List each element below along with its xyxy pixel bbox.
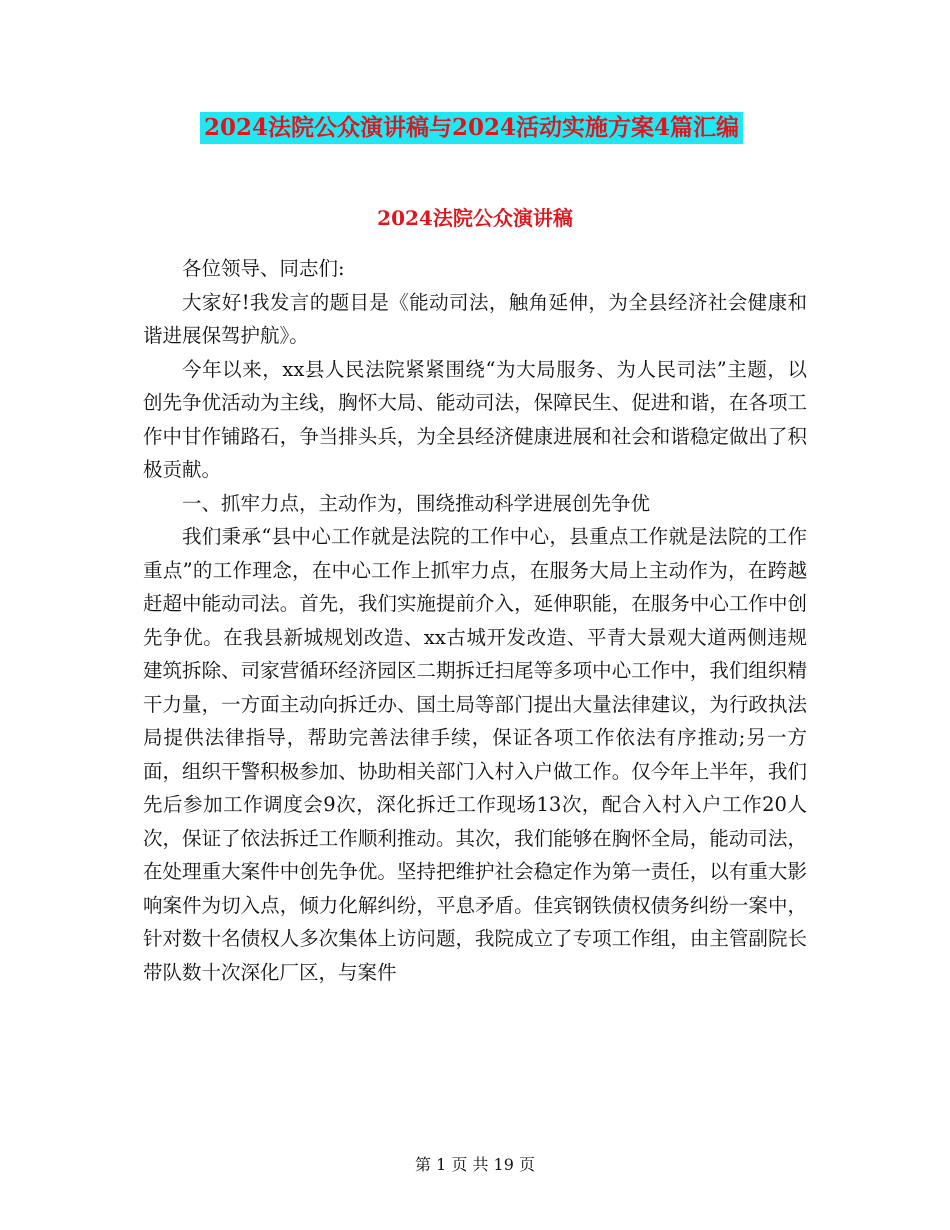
document-title: 2024法院公众演讲稿与2024活动实施方案4篇汇编	[200, 112, 743, 144]
section-title: 2024法院公众演讲稿	[377, 206, 573, 230]
paragraph-greeting: 各位领导、同志们:	[182, 257, 345, 280]
paragraph-overview: 今年以来，xx县人民法院紧紧围绕“为大局服务、为人民司法”主题，以创先争优活动为主线，胸怀大局、能动司法，保障民生、促进和谐，在各项工作中甘作铺路石，争当排头兵，为全县经济健康进展和社会和谐稳定做出了积极贡献。	[143, 357, 807, 481]
paragraph-details: 我们秉承“县中心工作就是法院的工作中心，县重点工作就是法院的工作重点”的工作理念，在中心工作上抓牢力点，在服务大局上主动作为，在跨越赶超中能动司法。首先，我们实施提前介入，延伸职能，在服务中心工作中创先争优。在我县新城规划改造、xx古城开发改造、平青大景观大道两侧违规建筑拆除、司家营循环经济园区二期拆迁扫尾等多项中心工作中，我们组织精干力量，一方面主动向拆迁办、国土局等部门提出大量法律建议，为行政执法局提供法律指导，帮助完善法律手续，保证各项工作依法有序推动;另一方面，组织干警积极参加、协助相关部门入村入户做工作。仅今年上半年，我们先后参加工作调度会9次，深化拆迁工作现场13次，配合入村入户工作20人次，保证了依法拆迁工作顺利推动。其次，我们能够在胸怀全局，能动司法，在处理重大案件中创先争优。坚持把维护社会稳定作为第一责任，以有重大影响案件为切入点，倾力化解纠纷，平息矛盾。佳宾钢铁债权债务纠纷一案中，针对数十名债权人多次集体上访问题，我院成立了专项工作组，由主管副院长带队数十次深化厂区，与案件	[143, 525, 807, 984]
page-footer: 第 1 页 共 19 页	[415, 1155, 535, 1174]
paragraph-intro: 大家好!我发言的题目是《能动司法，触角延伸，为全县经济社会健康和谐进展保驾护航》。	[143, 290, 807, 347]
paragraph-heading-one: 一、抓牢力点，主动作为，围绕推动科学进展创先争优	[182, 491, 651, 515]
document-body	[143, 252, 807, 989]
